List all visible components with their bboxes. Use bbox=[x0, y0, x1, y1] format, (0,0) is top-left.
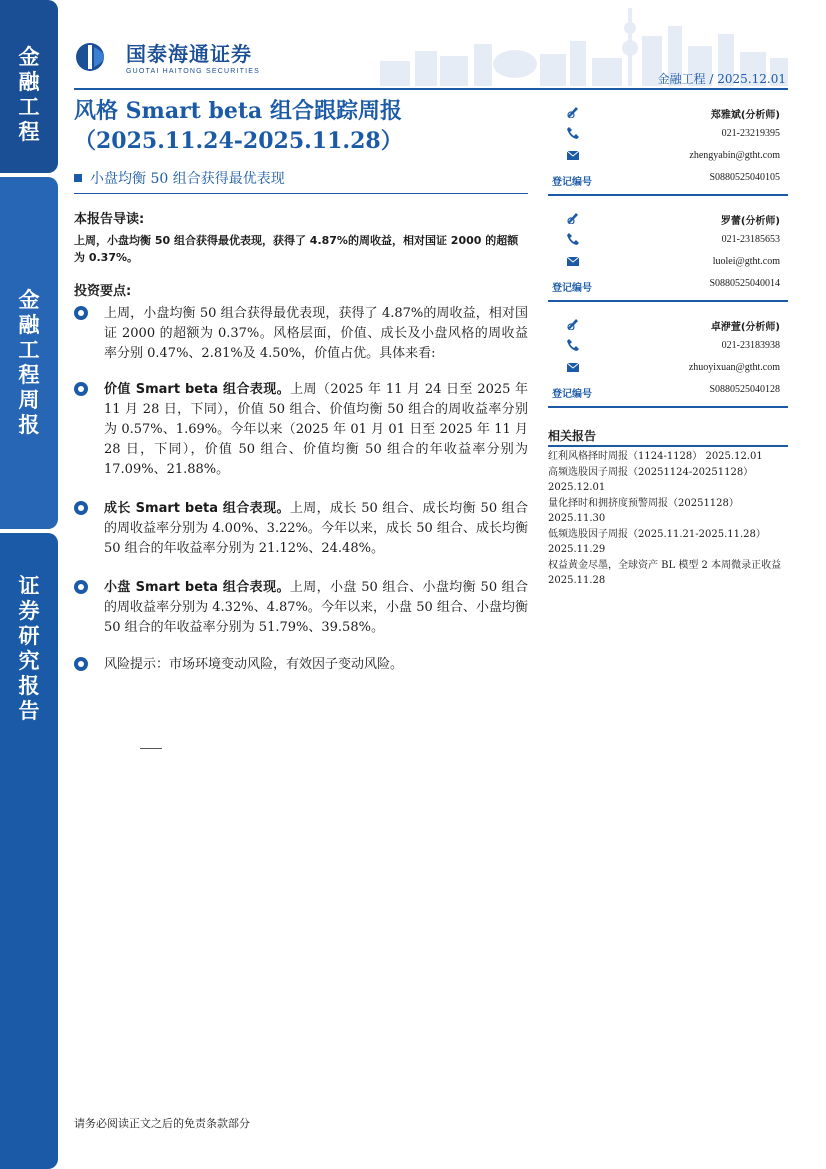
guide-text: 上周，小盘均衡 50 组合获得最优表现，获得了 4.87%的周收益，相对国证 2000 的超额为 0.37%。 bbox=[74, 234, 519, 264]
sidebar-char: 报 bbox=[18, 673, 40, 698]
header-divider bbox=[74, 88, 788, 90]
company-logo bbox=[74, 38, 260, 75]
registration-label: 登记编号 bbox=[552, 283, 592, 294]
email-icon bbox=[566, 254, 580, 268]
related-reports-list bbox=[548, 449, 788, 589]
logo-chinese-name: 国泰海通证券 bbox=[126, 42, 252, 66]
analyst-card bbox=[548, 316, 788, 408]
key-point-text: 上周（2025 年 11 月 24 日至 2025 年 11 月 28 日，下同），价值 50 组合、价值均衡 50 组合的周收益率分别为 0.57%、1.69%。今年以来（2025 年 01 月 01 日至 2025 年 11 月 28 日，下同），价值 50 组合、价值均衡 50 组合的年收益率分别为 17.09%、21.88%。 bbox=[104, 382, 528, 477]
bullet-dot-icon bbox=[74, 501, 88, 515]
registration-label: 登记编号 bbox=[552, 389, 592, 400]
analyst-name: 卓洢萱(分析师) bbox=[710, 322, 780, 333]
square-bullet-icon bbox=[74, 174, 82, 182]
key-point-text: 上周，成长 50 组合、成长均衡 50 组合的周收益率分别为 4.00%、3.22%。今年以来，成长 50 组合、成长均衡 50 组合的年收益率分别为 21.12%、24.48%。 bbox=[104, 501, 528, 556]
divider-mark bbox=[140, 748, 162, 749]
related-report-link[interactable]: 高频选股因子周报（20251124-20251128） 2025.12.01 bbox=[548, 467, 754, 493]
analyst-name: 罗蕾(分析师) bbox=[720, 216, 780, 227]
logo-english-name: GUOTAI HAITONG SECURITIES bbox=[126, 68, 260, 75]
sidebar-char: 告 bbox=[18, 698, 40, 723]
disclaimer-footer: 请务必阅读正文之后的免责条款部分 bbox=[74, 1117, 250, 1130]
related-report-link[interactable]: 低频选股因子周报（2025.11.21-2025.11.28） 2025.11.29 bbox=[548, 529, 766, 555]
risk-warning bbox=[74, 655, 528, 675]
analyst-email[interactable]: zhuoyixuan@gtht.com bbox=[688, 362, 780, 373]
sidebar-char: 研 bbox=[18, 623, 40, 648]
analyst-registration: S0880525040014 bbox=[709, 278, 780, 289]
analyst-divider bbox=[548, 300, 788, 302]
title-line-1: 风格 Smart beta 组合跟踪周报 bbox=[74, 98, 402, 124]
sidebar-char: 程 bbox=[18, 119, 40, 144]
analyst-email[interactable]: luolei@gtht.com bbox=[712, 256, 780, 267]
bullet-dot-icon bbox=[74, 657, 88, 671]
related-reports-heading: 相关报告 bbox=[548, 429, 597, 443]
sidebar-char: 周 bbox=[18, 387, 40, 412]
report-subtitle bbox=[74, 168, 285, 188]
key-point-text: 上周，小盘均衡 50 组合获得最优表现，获得了 4.87%的周收益，相对国证 2000 的超额为 0.37%。风格层面，价值、成长及小盘风格的周收益率分别 0.47%、2.81%及 4.50%，价值占优。具体来看: bbox=[104, 306, 528, 361]
subtitle-divider bbox=[74, 193, 528, 194]
phone-icon bbox=[566, 232, 580, 246]
sidebar-char: 金 bbox=[18, 287, 40, 312]
key-point bbox=[74, 499, 528, 559]
analyst-name: 郑雅斌(分析师) bbox=[710, 110, 780, 121]
analyst-registration: S0880525040105 bbox=[709, 172, 780, 183]
registration-label: 登记编号 bbox=[552, 177, 592, 188]
sidebar-char: 工 bbox=[18, 337, 40, 362]
phone-icon bbox=[566, 338, 580, 352]
key-point-text: 上周，小盘 50 组合、小盘均衡 50 组合的周收益率分别为 4.32%、4.87%。今年以来，小盘 50 组合、小盘均衡 50 组合的年收益率分别为 51.79%、39.58%。 bbox=[104, 580, 528, 635]
sidebar-char: 程 bbox=[18, 362, 40, 387]
pen-icon bbox=[566, 104, 580, 118]
analyst-email[interactable]: zhengyabin@gtht.com bbox=[689, 150, 780, 161]
logo-mark-icon bbox=[74, 41, 120, 73]
analyst-phone: 021-23185653 bbox=[721, 234, 780, 245]
sidebar-char: 融 bbox=[18, 312, 40, 337]
header-meta: 金融工程 / 2025.12.01 bbox=[657, 72, 786, 86]
key-point bbox=[74, 304, 528, 364]
sidebar-tab-research-report bbox=[0, 533, 58, 1169]
report-title bbox=[74, 96, 403, 156]
guide-heading: 本报告导读: bbox=[74, 212, 145, 227]
key-point-lead: 成长 Smart beta 组合表现。 bbox=[104, 501, 290, 516]
sidebar-char: 券 bbox=[18, 598, 40, 623]
related-reports-divider bbox=[548, 445, 788, 447]
related-report-link[interactable]: 红利风格择时周报（1124-1128） 2025.12.01 bbox=[548, 451, 763, 462]
related-report-link[interactable]: 量化择时和拥挤度预警周报（20251128） 2025.11.30 bbox=[548, 498, 739, 524]
bullet-dot-icon bbox=[74, 580, 88, 594]
sidebar-char: 报 bbox=[18, 412, 40, 437]
sidebar-tab-financial-engineering bbox=[0, 0, 58, 173]
key-point bbox=[74, 578, 528, 638]
sidebar-char: 证 bbox=[18, 573, 40, 598]
bullet-dot-icon bbox=[74, 382, 88, 396]
key-points-heading: 投资要点: bbox=[74, 284, 132, 299]
analyst-card bbox=[548, 210, 788, 302]
risk-warning-text: 风险提示：市场环境变动风险，有效因子变动风险。 bbox=[104, 657, 404, 672]
analyst-divider bbox=[548, 194, 788, 196]
key-point-lead: 价值 Smart beta 组合表现。 bbox=[104, 382, 291, 397]
bullet-dot-icon bbox=[74, 306, 88, 320]
phone-icon bbox=[566, 126, 580, 140]
analyst-phone: 021-23219395 bbox=[721, 128, 780, 139]
pen-icon bbox=[566, 316, 580, 330]
sidebar-char: 究 bbox=[18, 648, 40, 673]
key-point bbox=[74, 380, 528, 480]
pen-icon bbox=[566, 210, 580, 224]
analyst-card bbox=[548, 104, 788, 196]
sidebar-char: 金 bbox=[18, 44, 40, 69]
analyst-divider bbox=[548, 406, 788, 408]
analyst-phone: 021-23183938 bbox=[721, 340, 780, 351]
subtitle-text: 小盘均衡 50 组合获得最优表现 bbox=[90, 171, 285, 187]
title-line-2: （2025.11.24-2025.11.28） bbox=[74, 128, 403, 154]
email-icon bbox=[566, 148, 580, 162]
sidebar-tab-weekly-report bbox=[0, 177, 58, 529]
analyst-registration: S0880525040128 bbox=[709, 384, 780, 395]
sidebar-char: 工 bbox=[18, 94, 40, 119]
related-report-link[interactable]: 权益黄金尽墨，全球资产 BL 模型 2 本周微录正收益 2025.11.28 bbox=[548, 560, 782, 586]
email-icon bbox=[566, 360, 580, 374]
sidebar-char: 融 bbox=[18, 69, 40, 94]
key-point-lead: 小盘 Smart beta 组合表现。 bbox=[104, 580, 290, 595]
